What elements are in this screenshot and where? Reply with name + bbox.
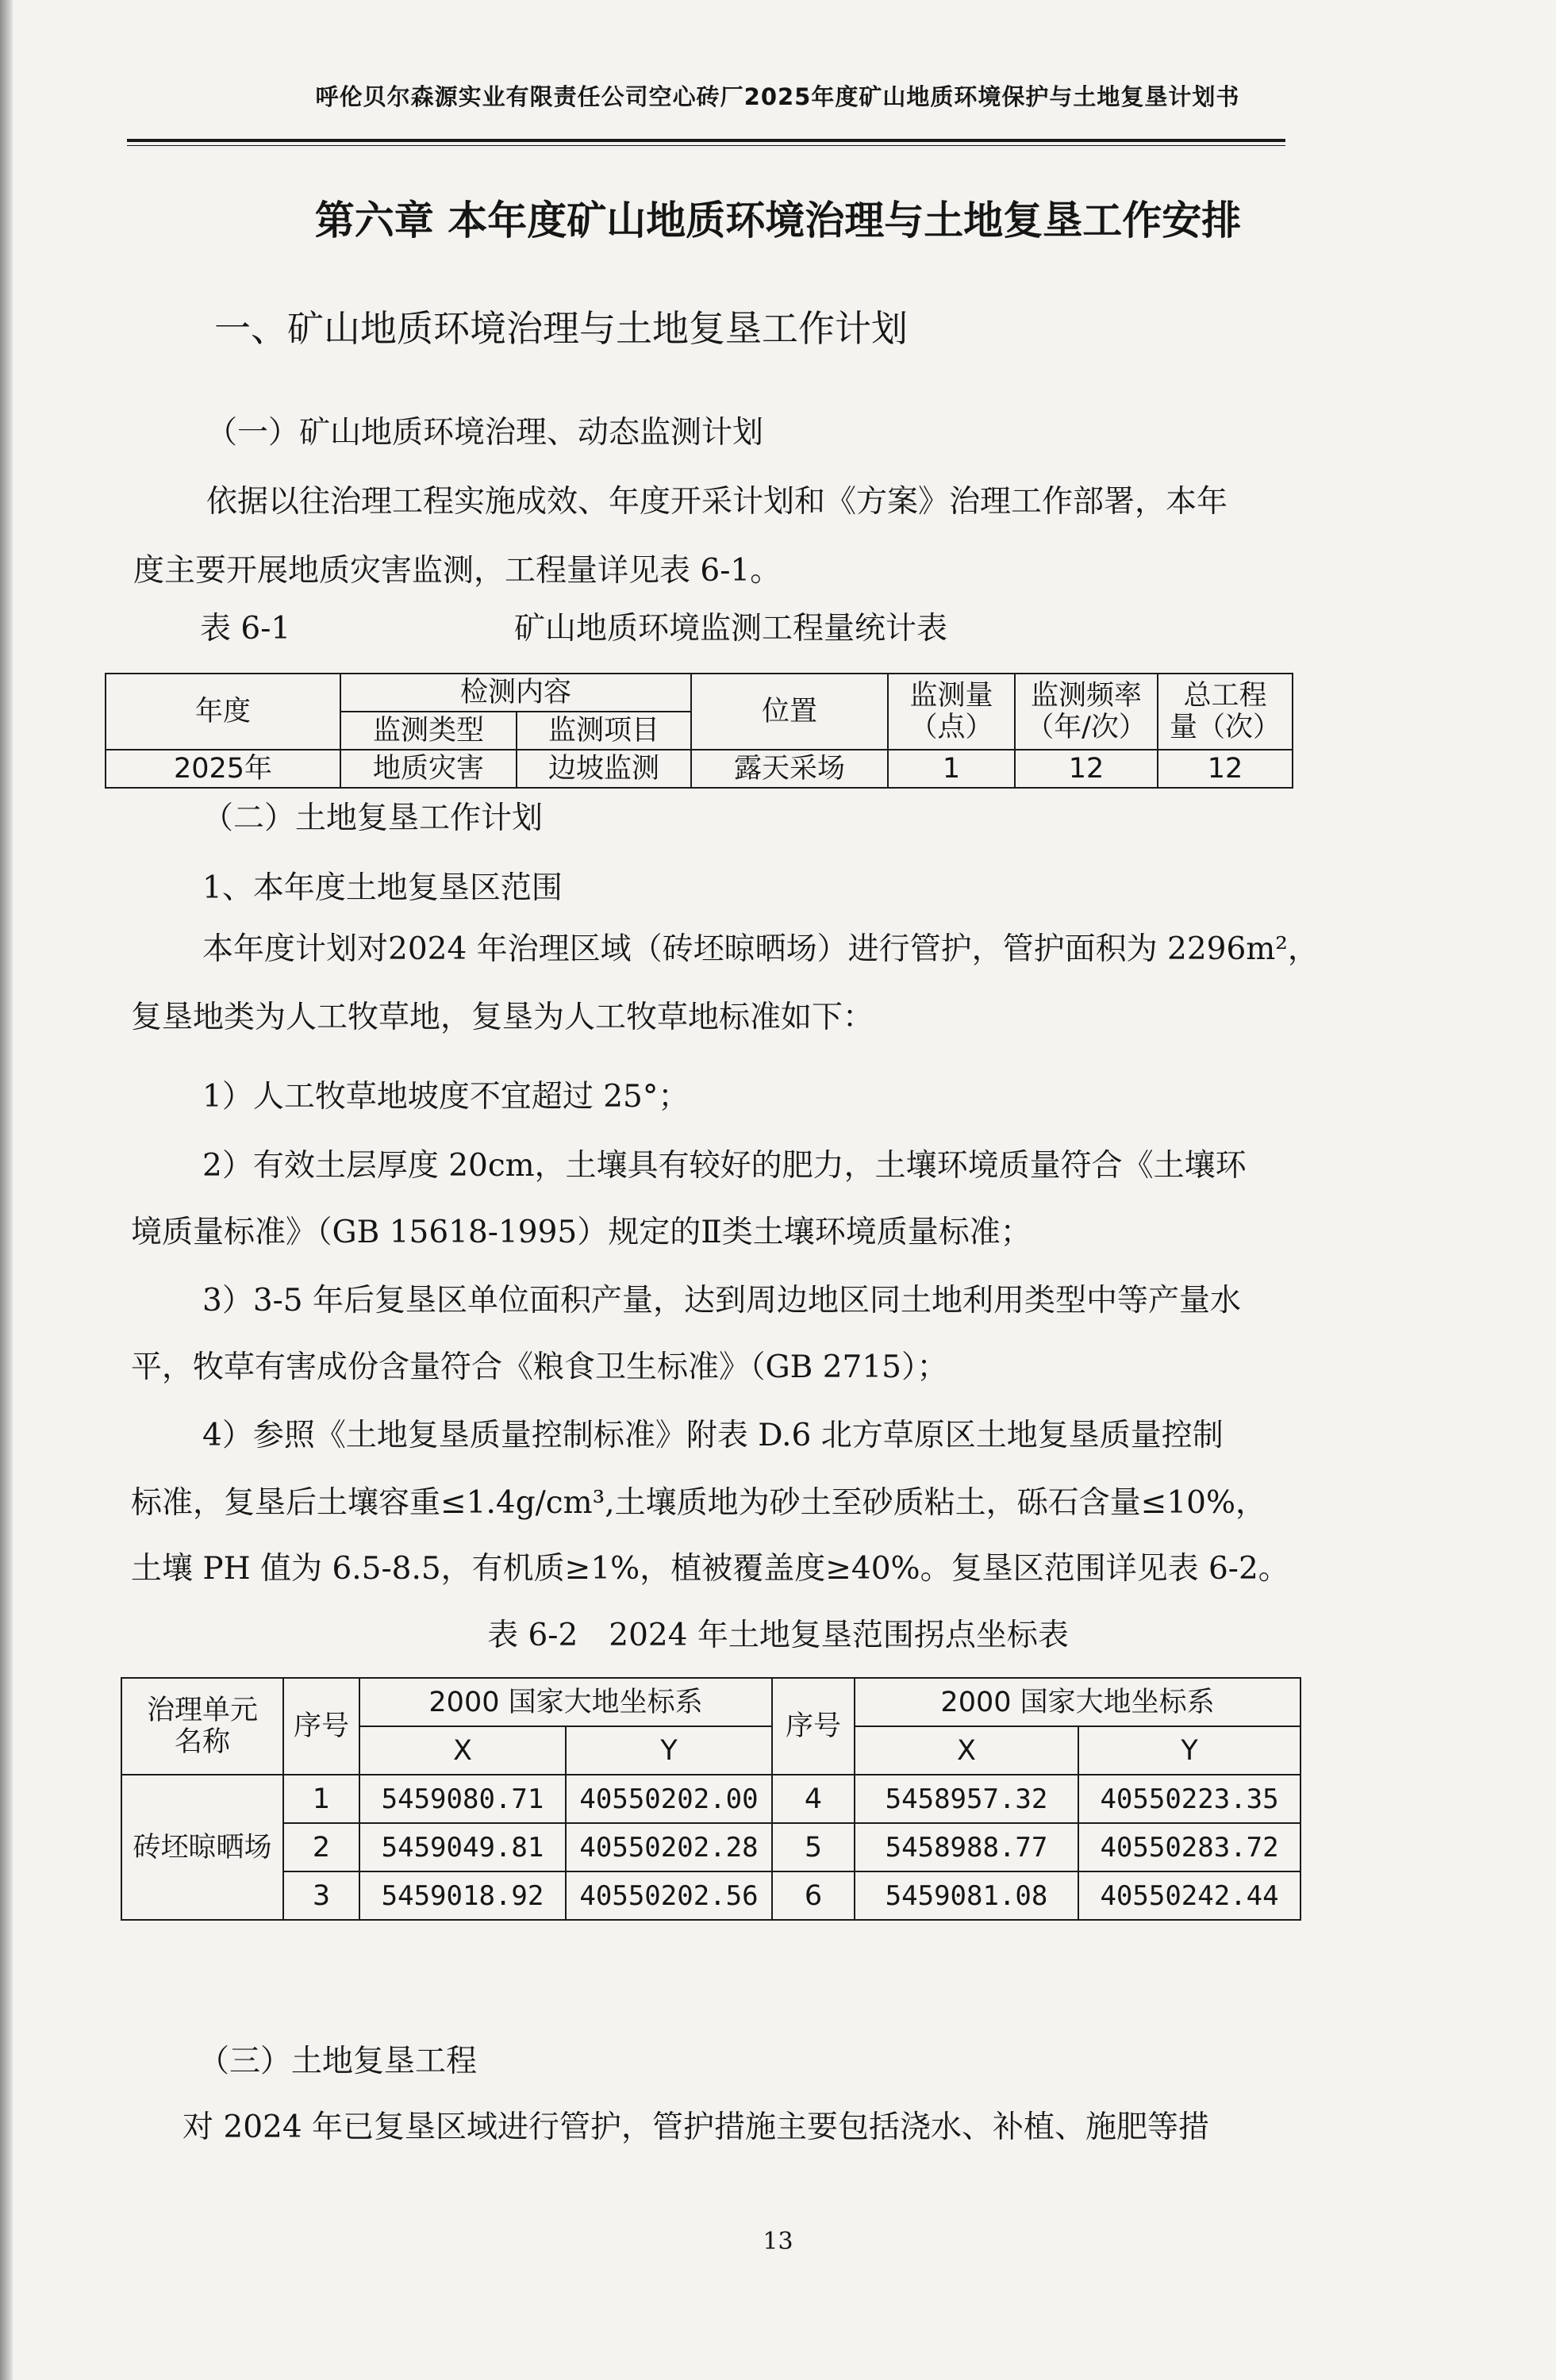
header-cell: 年度 (106, 674, 340, 750)
subsection-heading-1: （一）矿山地质环境治理、动态监测计划 (206, 415, 764, 451)
table-cell: 地质灾害 (340, 750, 517, 788)
table-cell: 边坡监测 (517, 750, 691, 788)
subsection-heading-2: （二）土地复垦工作计划 (202, 800, 544, 836)
table-cell: 2025年 (106, 750, 340, 788)
header-cell: X (359, 1726, 566, 1775)
table-cell: 砖坯晾晒场 (121, 1775, 283, 1920)
paragraph-line: 对 2024 年已复垦区域进行管护，管护措施主要包括浇水、补植、施肥等措 (182, 2109, 1210, 2145)
header-line: 名称 (174, 1726, 230, 1758)
paragraph-line: 本年度计划对2024 年治理区域（砖坯晾晒场）进行管护，管护面积为 2296m²， (202, 931, 1319, 967)
header-cell: Y (566, 1726, 772, 1775)
table-header-row (106, 674, 1293, 712)
header-cell: 2000 国家大地坐标系 (359, 1678, 772, 1726)
standard-item: 1）人工牧草地坡度不宜超过 25°； (202, 1079, 690, 1115)
standard-item: 3）3-5 年后复垦区单位面积产量，达到周边地区同土地利用类型中等产量水 (202, 1283, 1242, 1319)
table-cell: 4 (772, 1775, 855, 1823)
table-cell: 40550202.00 (566, 1775, 772, 1823)
table-cell: 12 (1158, 750, 1293, 788)
table-cell: 1 (888, 750, 1015, 788)
table-caption-number: 表 6-1 (200, 611, 291, 647)
header-cell (1158, 674, 1293, 750)
page-number: 13 (763, 2228, 793, 2255)
header-line: 监测量 (909, 680, 993, 712)
standard-item: 标准，复垦后土壤容重≤1.4g/cm³,土壤质地为砂土至砂质粘土，砾石含量≤10%， (131, 1485, 1267, 1521)
header-line: 量（次） (1170, 712, 1281, 743)
header-cell: 位置 (691, 674, 888, 750)
item-heading: 1、本年度土地复垦区范围 (202, 870, 563, 906)
table-cell: 5459018.92 (359, 1871, 566, 1920)
table-cell: 40550202.56 (566, 1871, 772, 1920)
table-header-row (121, 1678, 1301, 1726)
table-cell: 5459080.71 (359, 1775, 566, 1823)
header-cell: X (855, 1726, 1078, 1775)
standard-item: 境质量标准》（GB 15618-1995）规定的Ⅱ类土壤环境质量标准； (131, 1215, 1032, 1250)
table-caption-title: 矿山地质环境监测工程量统计表 (514, 611, 948, 647)
header-cell: 检测内容 (340, 674, 691, 712)
monitoring-table (105, 673, 1293, 789)
table-cell: 露天采场 (691, 750, 888, 788)
header-line: 监测频率 (1031, 680, 1143, 712)
header-line: 治理单元 (146, 1695, 258, 1726)
running-header: 呼伦贝尔森源实业有限责任公司空心砖厂2025年度矿山地质环境保护与土地复垦计划书 (315, 83, 1240, 110)
standard-item: 4）参照《土地复垦质量控制标准》附表 D.6 北方草原区土地复垦质量控制 (202, 1418, 1224, 1453)
section-title: 一、矿山地质环境治理与土地复垦工作计划 (214, 307, 908, 350)
scan-edge (0, 0, 13, 2380)
header-cell (1015, 674, 1158, 750)
table-cell: 5459049.81 (359, 1823, 566, 1871)
standard-item: 平，牧草有害成份含量符合《粮食卫生标准》（GB 2715）； (131, 1349, 948, 1385)
standard-item: 2）有效土层厚度 20cm，土壤具有较好的肥力，土壤环境质量符合《土壤环 (202, 1148, 1247, 1184)
table-cell: 5458988.77 (855, 1823, 1078, 1871)
table-cell: 5458957.32 (855, 1775, 1078, 1823)
table-cell: 6 (772, 1871, 855, 1920)
table-cell: 12 (1015, 750, 1158, 788)
table-row (121, 1823, 1301, 1871)
table-cell: 40550283.72 (1078, 1823, 1301, 1871)
header-line: 总工程 (1183, 680, 1267, 712)
header-cell: 序号 (772, 1678, 855, 1775)
paragraph-line: 度主要开展地质灾害监测，工程量详见表 6-1。 (133, 553, 782, 589)
table-cell: 40550242.44 (1078, 1871, 1301, 1920)
header-rule (127, 139, 1285, 146)
chapter-title: 第六章 本年度矿山地质环境治理与土地复垦工作安排 (314, 198, 1242, 244)
table-cell: 3 (283, 1871, 359, 1920)
header-cell: 监测类型 (340, 712, 517, 750)
coordinate-table (121, 1677, 1301, 1921)
header-line: （点） (909, 712, 993, 743)
header-cell: 2000 国家大地坐标系 (855, 1678, 1301, 1726)
table-cell: 5459081.08 (855, 1871, 1078, 1920)
header-cell: Y (1078, 1726, 1301, 1775)
standard-item: 土壤 PH 值为 6.5-8.5，有机质≥1%，植被覆盖度≥40%。复垦区范围详见表 6-2。 (131, 1551, 1289, 1587)
table-cell: 1 (283, 1775, 359, 1823)
table-caption: 表 6-2 2024 年土地复垦范围拐点坐标表 (487, 1618, 1069, 1653)
paragraph-line: 复垦地类为人工牧草地，复垦为人工牧草地标准如下： (131, 1000, 874, 1035)
table-row (121, 1871, 1301, 1920)
header-cell (121, 1678, 283, 1775)
header-cell (888, 674, 1015, 750)
table-row (121, 1775, 1301, 1823)
table-row (106, 750, 1293, 788)
table-cell: 40550202.28 (566, 1823, 772, 1871)
header-cell: 监测项目 (517, 712, 691, 750)
table-cell: 5 (772, 1823, 855, 1871)
table-cell: 40550223.35 (1078, 1775, 1301, 1823)
header-cell: 序号 (283, 1678, 359, 1775)
table-cell: 2 (283, 1823, 359, 1871)
header-line: （年/次） (1026, 712, 1147, 743)
subsection-heading-3: （三）土地复垦工程 (198, 2044, 478, 2079)
paragraph-line: 依据以往治理工程实施成效、年度开采计划和《方案》治理工作部署，本年 (206, 484, 1228, 520)
